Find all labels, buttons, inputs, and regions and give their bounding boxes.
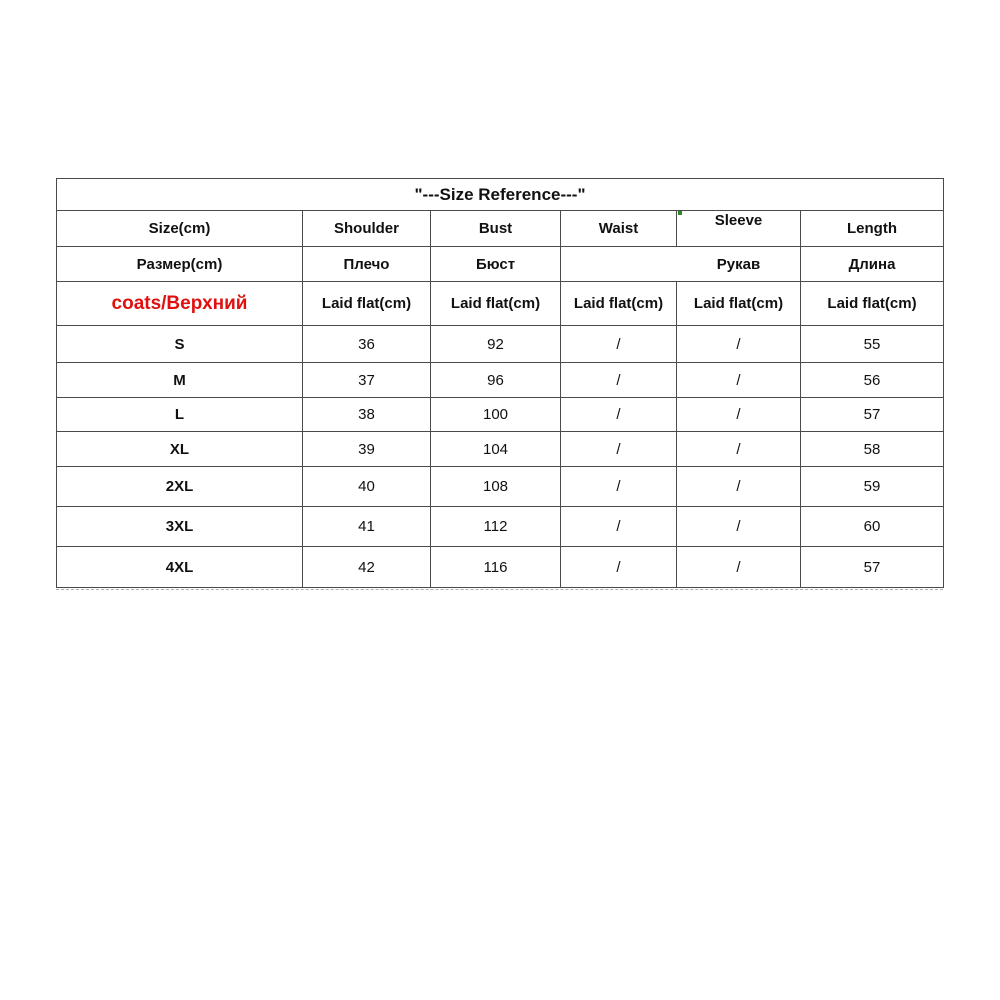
waist-cell: / xyxy=(561,507,677,547)
header-sleeve-ru: Рукав xyxy=(677,247,801,282)
waist-cell: / xyxy=(561,326,677,363)
shoulder-cell: 38 xyxy=(303,398,431,432)
length-cell: 57 xyxy=(801,398,944,432)
measure-shoulder: Laid flat(cm) xyxy=(303,282,431,326)
bust-cell: 96 xyxy=(431,363,561,398)
table-row xyxy=(57,432,944,467)
waist-cell: / xyxy=(561,547,677,588)
sleeve-cell: / xyxy=(677,547,801,588)
size-cell: 3XL xyxy=(57,507,303,547)
measure-waist: Laid flat(cm) xyxy=(561,282,677,326)
length-cell: 57 xyxy=(801,547,944,588)
size-cell: M xyxy=(57,363,303,398)
header-shoulder: Shoulder xyxy=(303,211,431,247)
size-cell: XL xyxy=(57,432,303,467)
header-length: Length xyxy=(801,211,944,247)
waist-cell: / xyxy=(561,398,677,432)
shoulder-cell: 40 xyxy=(303,467,431,507)
shoulder-cell: 41 xyxy=(303,507,431,547)
header-bust: Bust xyxy=(431,211,561,247)
garment-type-label: coats/Верхний xyxy=(57,282,303,326)
bust-cell: 104 xyxy=(431,432,561,467)
header-row-measure xyxy=(57,282,944,326)
table-row xyxy=(57,507,944,547)
table-row xyxy=(57,547,944,588)
bust-cell: 108 xyxy=(431,467,561,507)
header-size-ru: Размер(cm) xyxy=(57,247,303,282)
length-cell: 60 xyxy=(801,507,944,547)
shoulder-cell: 39 xyxy=(303,432,431,467)
table-row xyxy=(57,363,944,398)
sleeve-cell: / xyxy=(677,432,801,467)
length-cell: 55 xyxy=(801,326,944,363)
size-cell: S xyxy=(57,326,303,363)
size-cell: 2XL xyxy=(57,467,303,507)
header-row-english xyxy=(57,211,944,247)
title-row xyxy=(57,179,944,211)
length-cell: 56 xyxy=(801,363,944,398)
measure-bust: Laid flat(cm) xyxy=(431,282,561,326)
sleeve-cell: / xyxy=(677,326,801,363)
length-cell: 58 xyxy=(801,432,944,467)
sleeve-cell: / xyxy=(677,363,801,398)
cell-corner-marker xyxy=(678,211,682,215)
waist-cell: / xyxy=(561,467,677,507)
header-length-ru: Длина xyxy=(801,247,944,282)
size-cell: 4XL xyxy=(57,547,303,588)
table-title: "---Size Reference---" xyxy=(57,179,944,211)
size-cell: L xyxy=(57,398,303,432)
sleeve-cell: / xyxy=(677,467,801,507)
bust-cell: 112 xyxy=(431,507,561,547)
waist-cell: / xyxy=(561,363,677,398)
shoulder-cell: 37 xyxy=(303,363,431,398)
shoulder-cell: 42 xyxy=(303,547,431,588)
measure-sleeve: Laid flat(cm) xyxy=(677,282,801,326)
table-row xyxy=(57,326,944,363)
table-row xyxy=(57,467,944,507)
bust-cell: 116 xyxy=(431,547,561,588)
header-shoulder-ru: Плечо xyxy=(303,247,431,282)
header-row-russian xyxy=(57,247,944,282)
measure-length: Laid flat(cm) xyxy=(801,282,944,326)
sleeve-cell: / xyxy=(677,398,801,432)
bust-cell: 100 xyxy=(431,398,561,432)
length-cell: 59 xyxy=(801,467,944,507)
table-cutoff-edge xyxy=(56,589,943,590)
header-sleeve: Sleeve xyxy=(677,211,801,247)
header-size: Size(cm) xyxy=(57,211,303,247)
size-reference-table xyxy=(56,178,944,588)
header-waist-ru xyxy=(561,247,677,282)
shoulder-cell: 36 xyxy=(303,326,431,363)
sleeve-cell: / xyxy=(677,507,801,547)
bust-cell: 92 xyxy=(431,326,561,363)
waist-cell: / xyxy=(561,432,677,467)
header-bust-ru: Бюст xyxy=(431,247,561,282)
table-row xyxy=(57,398,944,432)
header-waist: Waist xyxy=(561,211,677,247)
